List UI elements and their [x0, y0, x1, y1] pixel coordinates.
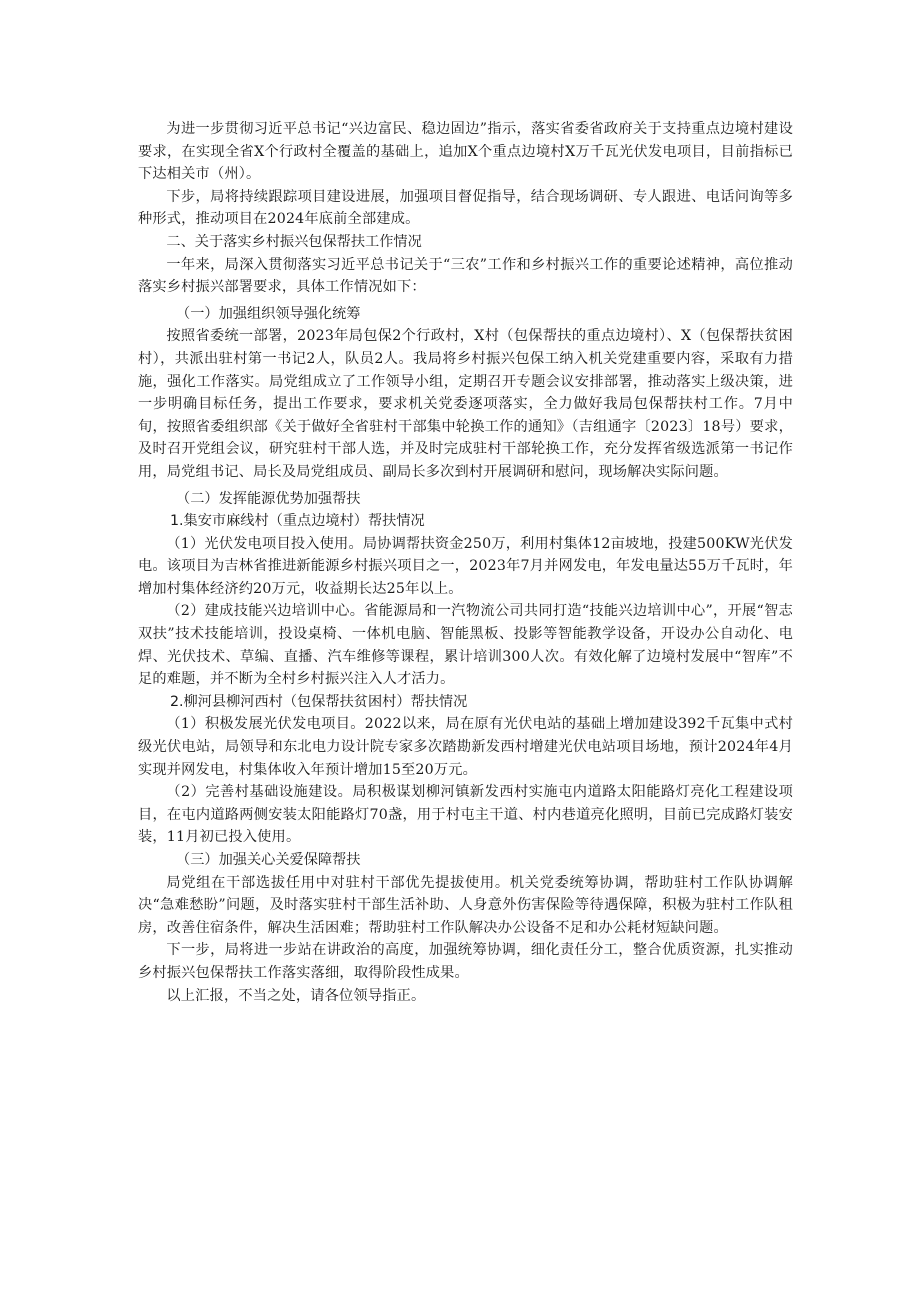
item-heading-maxian-village: 1.集安市麻线村（重点边境村）帮扶情况: [170, 513, 425, 530]
paragraph-infrastructure: （2）完善村基础设施建设。局积极谋划柳河镇新发西村实施屯内道路太阳能路灯亮化工程建设项目，在屯内道路两侧安装太阳能路灯70盏，用于村屯主干道、村内巷道亮化照明，目前已完成路灯装安装，11月初已投入使用。: [138, 784, 793, 846]
paragraph-closing: 以上汇报，不当之处，请各位领导指正。: [166, 987, 426, 1004]
document-page: [138, 118, 793, 1007]
paragraph-training-center: （2）建成技能兴边培训中心。省能源局和一汽物流公司共同打造“技能兴边培训中心”，开展“智志双扶”技术技能培训，投设桌椅、一体机电脑、智能黑板、投影等智能教学设备，开设办公自动化、电焊、光伏技术、草编、直播、汽车维修等课程，累计培训300人次。有效化解了边境村发展中“智库”不足的难题，并不断为全村乡村振兴注入人才活力。: [138, 603, 793, 688]
paragraph-overview: 一年来，局深入贯彻落实习近平总书记关于“三农”工作和乡村振兴工作的重要论述精神，高位推动落实乡村振兴部署要求，具体工作情况如下：: [138, 256, 793, 296]
item-heading-liuhexi-village: 2.柳河县柳河西村（包保帮扶贫困村）帮扶情况: [170, 693, 468, 710]
paragraph-intro-pv: 为进一步贯彻习近平总书记“兴边富民、稳边固边”指示，落实省委省政府关于支持重点边境村建设要求，在实现全省X个行政村全覆盖的基础上，追加X个重点边境村X万千瓦光伏发电项目，目前指标已下达相关市（州）。: [138, 121, 793, 183]
paragraph-care-support: 局党组在干部选拔任用中对驻村干部优先提拔使用。机关党委统筹协调，帮助驻村工作队协调解决“急难愁盼”问题，及时落实驻村干部生活补助、人身意外伤害保险等待遇保障，积极为驻村工作队租房，改善住宿条件，解决生活困难；帮助驻村工作队解决办公设备不足和办公耗材短缺问题。: [138, 874, 793, 936]
section-heading-rural-revitalization: 二、关于落实乡村振兴包保帮扶工作情况: [166, 233, 422, 250]
paragraph-next-step-rural: 下一步，局将进一步站在讲政治的高度，加强统筹协调，细化责任分工，整合优质资源，扎实推动乡村振兴包保帮扶工作落实落细，取得阶段性成果。: [138, 942, 793, 981]
paragraph-next-step-pv: 下步，局将持续跟踪项目建设进展，加强项目督促指导，结合现场调研、专人跟进、电话问询等多种形式，推动项目在2024年底前全部建成。: [138, 188, 793, 228]
subsection-heading-energy-advantage: （二）发挥能源优势加强帮扶: [176, 490, 361, 507]
subsection-heading-organization: （一）加强组织领导强化统筹: [176, 305, 361, 322]
subsection-heading-care-support: （三）加强关心关爱保障帮扶: [176, 852, 361, 868]
paragraph-pv-project-maxian: （1）光伏发电项目投入使用。局协调帮扶资金250万，利用村集体12亩坡地，投建500KW光伏发电。该项目为吉林省推进新能源乡村振兴项目之一，2023年7月并网发电，年发电量达55万千瓦时，年增加村集体经济约20万元，收益期长达25年以上。: [138, 535, 793, 597]
paragraph-pv-project-liuhexi: （1）积极发展光伏发电项目。2022以来，局在原有光伏电站的基础上增加建设392千瓦集中式村级光伏电站，局领导和东北电力设计院专家多次踏勘新发西村增建光伏电站项目场地，预计2024年4月实现并网发电，村集体收入年预计增加15至20万元。: [138, 716, 793, 778]
paragraph-organization: 按照省委统一部署，2023年局包保2个行政村，X村（包保帮扶的重点边境村）、X（包保帮扶贫困村），共派出驻村第一书记2人，队员2人。我局将乡村振兴包保工纳入机关党建重要内容，采取有力措施，强化工作落实。局党组成立了工作领导小组，定期召开专题会议安排部署，推动落实上级决策，进一步明确目标任务，提出工作要求，要求机关党委逐项落实，全力做好我局包保帮扶村工作。7月中旬，按照省委组织部《关于做好全省驻村干部集中轮换工作的通知》（吉组通字〔2023〕18号）要求，及时召开党组会议，研究驻村干部人选，并及时完成驻村干部轮换工作，充分发挥省级选派第一书记作用，局党组书记、局长及局党组成员、副局长多次到村开展调研和慰问，现场解决实际问题。: [138, 328, 793, 480]
